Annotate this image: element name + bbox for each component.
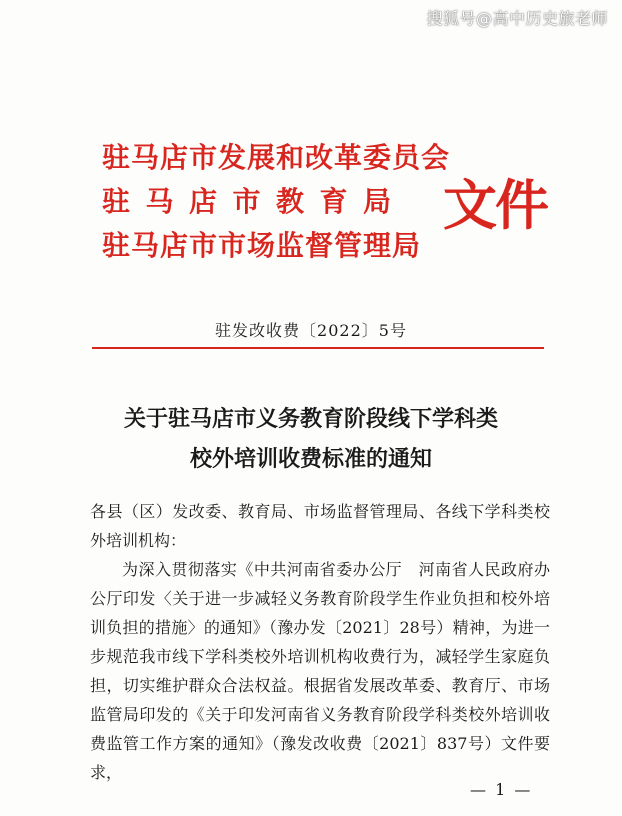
page-number: — 1 — [470, 780, 533, 799]
salutation: 各县（区）发改委、教育局、市场监督管理局、各线下学科类校外培训机构： [90, 502, 550, 550]
document-number: 驻发改收费〔2022〕5号 [215, 321, 407, 340]
title-line-2: 校外培训收费标准的通知 [189, 446, 432, 472]
issuer-market-supervision-bureau: 驻马店市市场监督管理局 [102, 229, 422, 262]
document-title [0, 399, 622, 479]
watermark: 搜狐号@高中历史旅老师 [426, 9, 608, 28]
document-body [90, 497, 550, 787]
issuer-education-bureau: 驻马店市教育局 [102, 185, 407, 218]
issuing-authorities [102, 138, 450, 270]
red-divider [92, 347, 544, 349]
body-paragraph: 为深入贯彻落实《中共河南省委办公厅 河南省人民政府办公厅印发〈关于进一步减轻义务教育阶段学生作业负担和校外培训负担的措施〉的通知》（豫办发〔2021〕28号）精神，为进一步规范我市线下学科类校外培训机构收费行为，减轻学生家庭负担，切实维护群众合法权益。根据省发展改革委、教育厅、市场监管局印发的《关于印发河南省义务教育阶段学科类校外培训收费监管工作方案的通知》（豫发改收费〔2021〕837号）文件要求， [90, 560, 550, 782]
title-line-1: 关于驻马店市义务教育阶段线下学科类 [123, 406, 498, 432]
issuer-development-reform-commission: 驻马店市发展和改革委员会 [102, 141, 451, 174]
document-suffix: 文件 [443, 173, 547, 237]
